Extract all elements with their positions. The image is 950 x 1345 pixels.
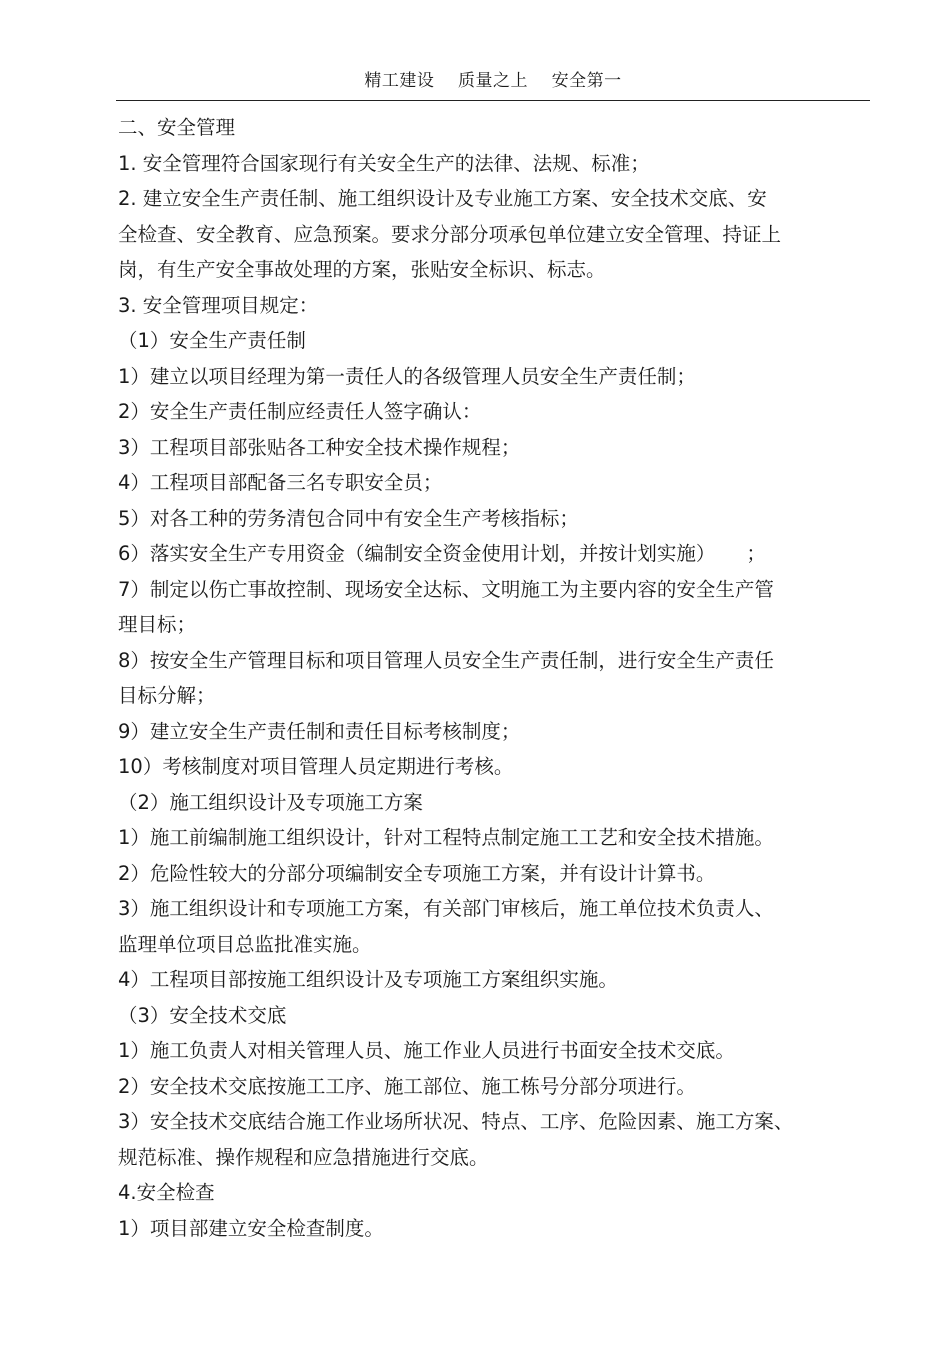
subsection-heading: （3）安全技术交底 <box>118 1003 287 1027</box>
list-item: 8）按安全生产管理目标和项目管理人员安全生产责任制，进行安全生产责任 <box>118 648 774 672</box>
list-item: 3）工程项目部张贴各工种安全技术操作规程； <box>118 435 521 459</box>
page-header <box>116 66 870 101</box>
list-item: 5）对各工种的劳务清包合同中有安全生产考核指标； <box>118 506 579 530</box>
list-item: 1）施工负责人对相关管理人员、施工作业人员进行书面安全技术交底。 <box>118 1039 735 1062</box>
list-item: 2）危险性较大的分部分项编制安全专项施工方案，并有设计计算书。 <box>118 861 716 885</box>
list-item: 4）工程项目部按施工组织设计及专项施工方案组织实施。 <box>118 968 618 991</box>
paragraph-line: 全检查、安全教育、应急预案。要求分部分项承包单位建立安全管理、持证上 <box>118 222 782 246</box>
section-heading: 二、安全管理 <box>118 116 236 139</box>
list-item: 1）项目部建立安全检查制度。 <box>118 1216 384 1240</box>
list-item: 4）工程项目部配备三名专职安全员； <box>118 471 443 494</box>
section-heading: 4.安全检查 <box>118 1181 215 1204</box>
header-slogan: 精工建设 质量之上 安全第一 <box>364 71 622 91</box>
list-item: 10）考核制度对项目管理人员定期进行考核。 <box>118 755 514 778</box>
list-item: 6）落实安全生产专用资金（编制安全资金使用计划，并按计划实施） ； <box>118 542 766 565</box>
list-item-continuation: 目标分解； <box>118 684 216 707</box>
list-item: 2）安全生产责任制应经责任人签字确认： <box>118 400 482 423</box>
paragraph-line: 3. 安全管理项目规定： <box>118 293 319 317</box>
paragraph-line: 1. 安全管理符合国家现行有关安全生产的法律、法规、标准； <box>118 151 650 175</box>
list-item-continuation: 规范标准、操作规程和应急措施进行交底。 <box>118 1145 489 1169</box>
list-item: 7）制定以伤亡事故控制、现场安全达标、文明施工为主要内容的安全生产管 <box>118 577 774 601</box>
paragraph-line: 岗，有生产安全事故处理的方案，张贴安全标识、标志。 <box>118 258 606 281</box>
list-item: 9）建立安全生产责任制和责任目标考核制度； <box>118 719 521 743</box>
list-item-continuation: 理目标； <box>118 613 197 636</box>
list-item: 2）安全技术交底按施工工序、施工部位、施工栋号分部分项进行。 <box>118 1074 696 1098</box>
list-item: 1）施工前编制施工组织设计，针对工程特点制定施工工艺和安全技术措施。 <box>118 826 774 849</box>
document-body <box>118 110 848 1246</box>
paragraph-line: 2. 建立安全生产责任制、施工组织设计及专业施工方案、安全技术交底、安 <box>118 187 767 210</box>
subsection-heading: （1）安全生产责任制 <box>118 329 306 352</box>
list-item: 1）建立以项目经理为第一责任人的各级管理人员安全生产责任制； <box>118 364 696 388</box>
subsection-heading: （2）施工组织设计及专项施工方案 <box>118 790 423 814</box>
list-item: 3）安全技术交底结合施工作业场所状况、特点、工序、危险因素、施工方案、 <box>118 1110 794 1133</box>
list-item: 3）施工组织设计和专项施工方案，有关部门审核后，施工单位技术负责人、 <box>118 897 774 920</box>
list-item-continuation: 监理单位项目总监批准实施。 <box>118 932 372 956</box>
